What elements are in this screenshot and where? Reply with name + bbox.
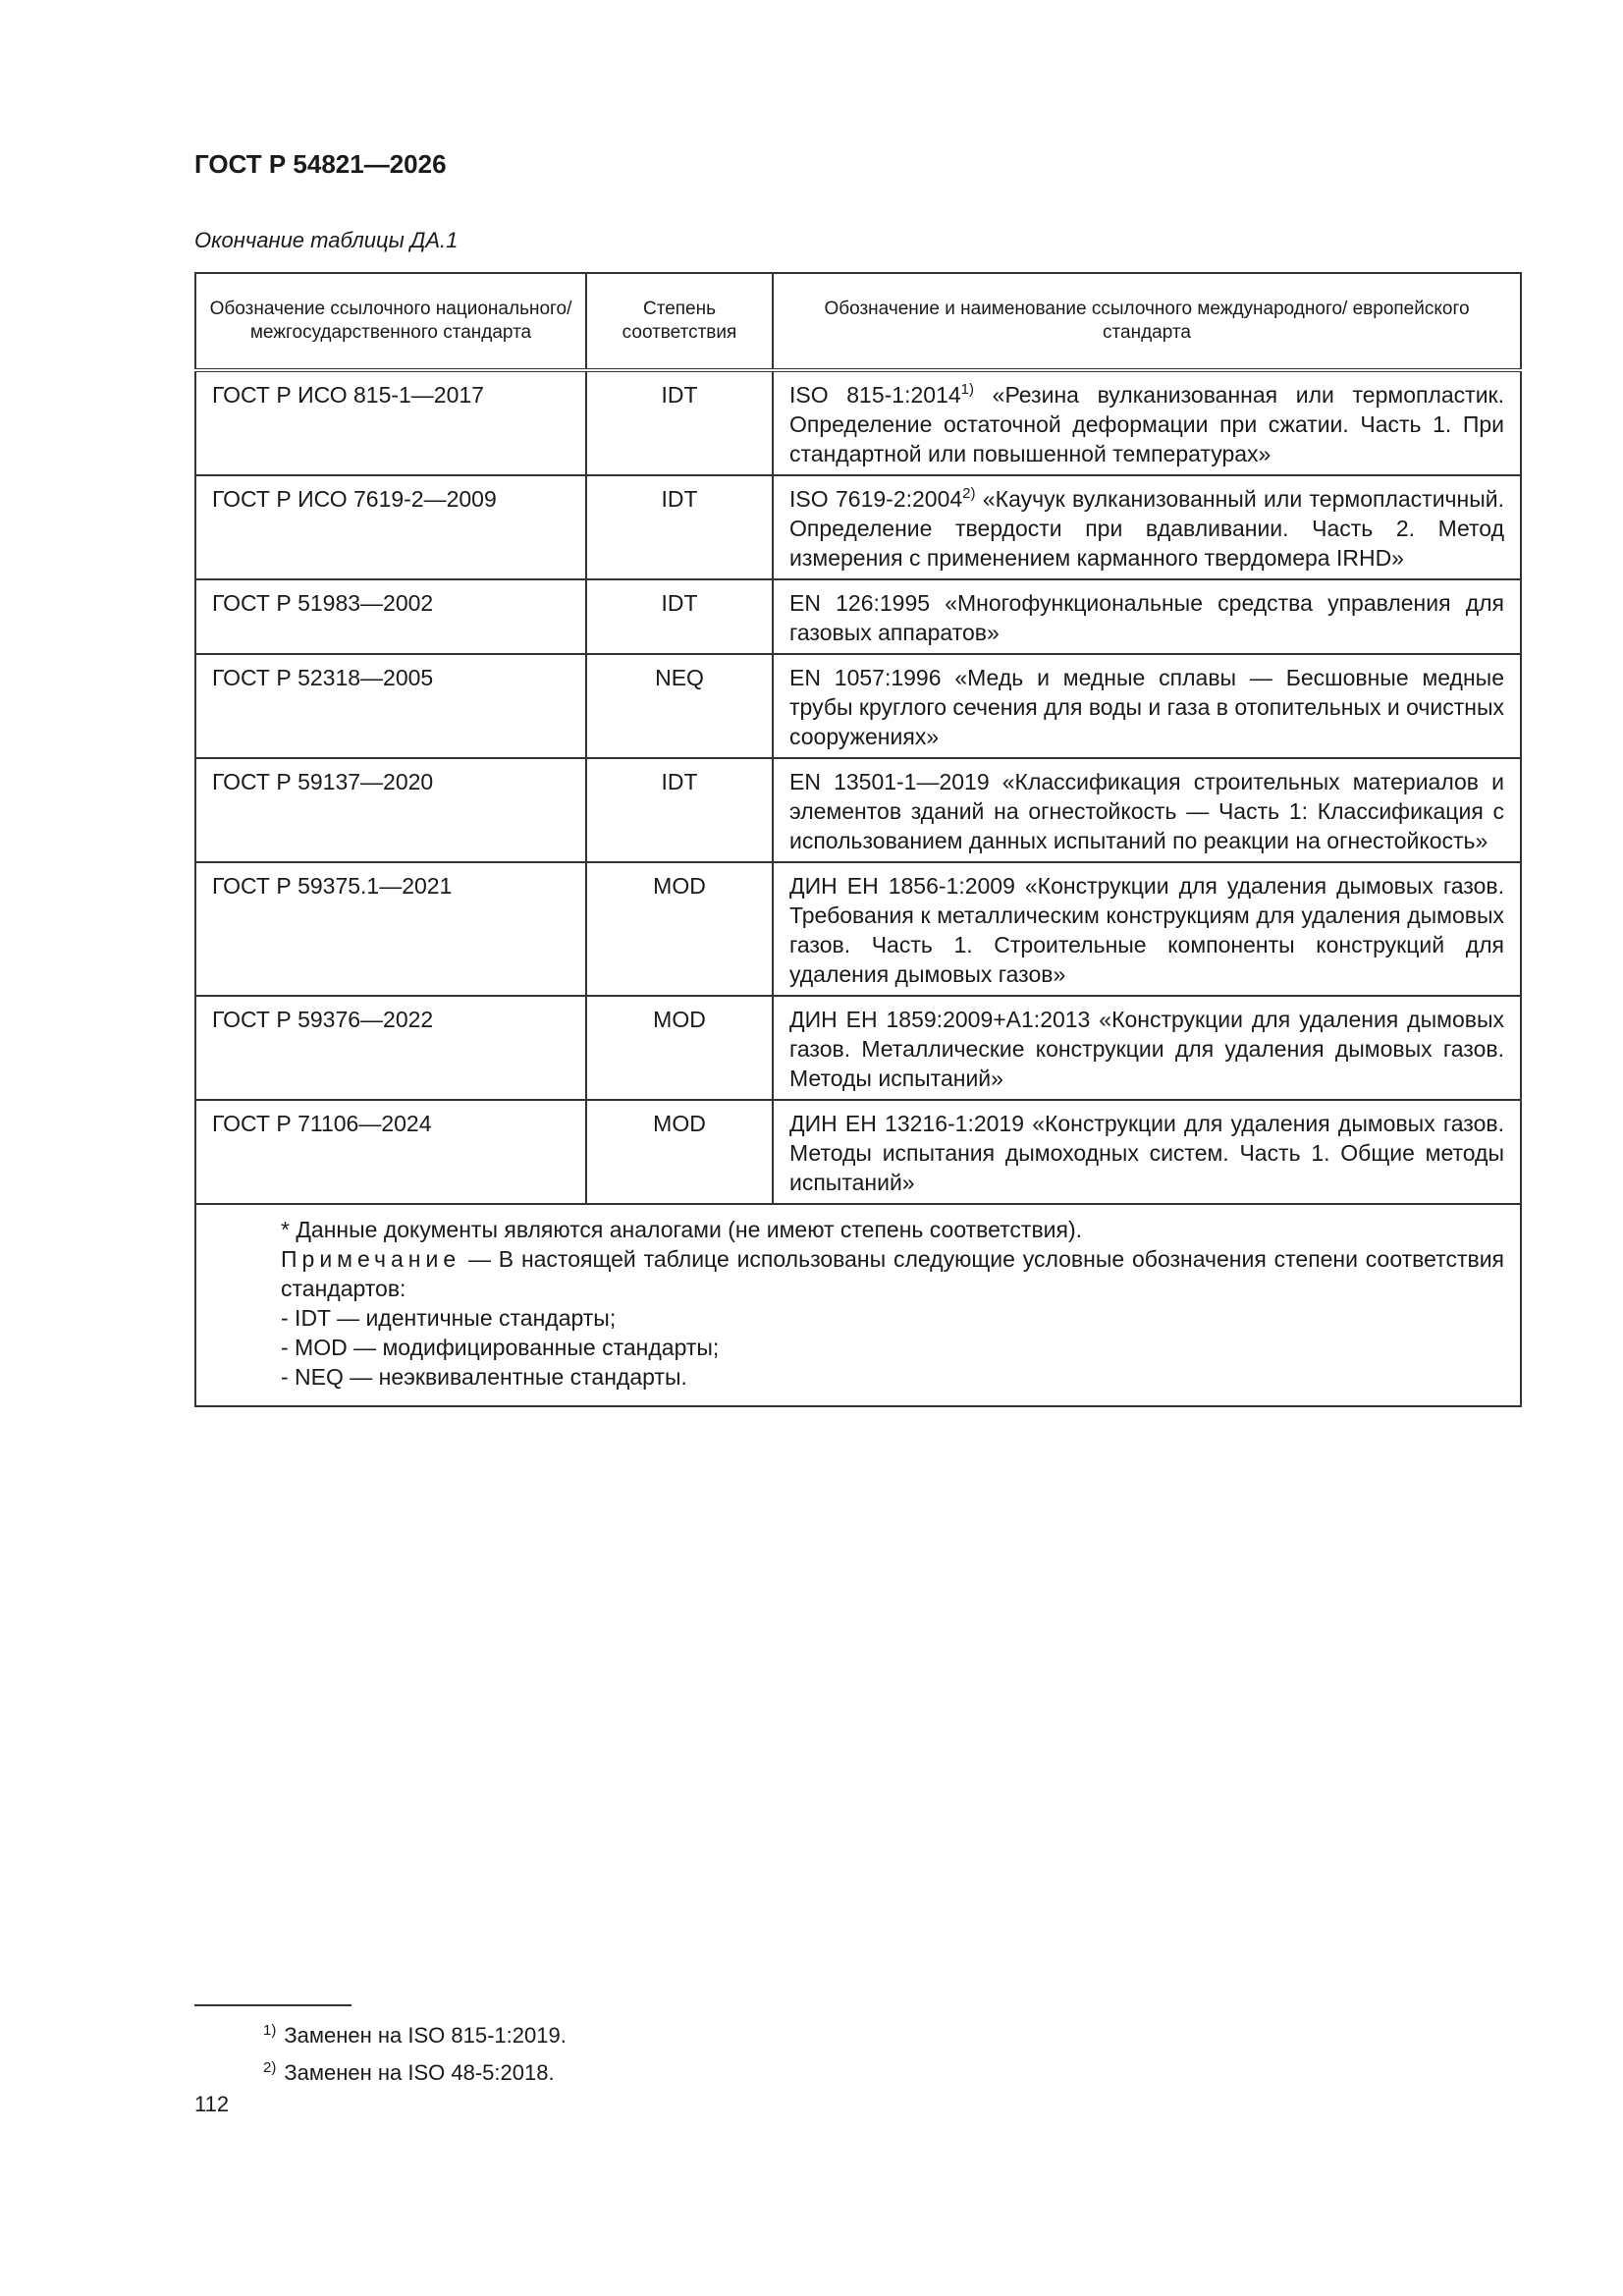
reference-text: ДИН ЕН 13216-1:2019 «Конструкции для удаления дымовых газов. Методы испытания дымоходных систем. Часть 1. Общие методы испытаний» xyxy=(789,1111,1504,1195)
reference-text: EN 1057:1996 «Медь и медные сплавы — Бесшовные медные трубы круглого сечения для воды и газа в отопительных и очистных сооружениях» xyxy=(789,665,1505,749)
reference-text: EN 126:1995 «Многофункциональные средства управления для газовых аппаратов» xyxy=(789,590,1504,645)
footnote-1-mark: 1) xyxy=(263,2022,277,2039)
reference-text: ДИН ЕН 1859:2009+А1:2013 «Конструкции для удаления дымовых газов. Металлические конструкции для удаления дымовых газов. Методы испытаний» xyxy=(789,1007,1504,1091)
international-standard-title xyxy=(773,370,1521,475)
note-text: — В настоящей таблице использованы следующие условные обозначения степени соответствия стандартов: xyxy=(281,1246,1504,1301)
note-label: Примечание xyxy=(281,1246,461,1272)
asterisk-note: * Данные документы являются аналогами (не имеют степень соответствия). xyxy=(281,1217,1083,1242)
footnote-2-text: Заменен на ISO 48-5:2018. xyxy=(284,2060,555,2085)
reference-text: EN 13501-1—2019 «Классификация строительных материалов и элементов зданий на огнестойкость — Часть 1: Классификация с использованием данных испытаний по реакции на огнестойкость» xyxy=(789,769,1504,853)
national-standard-code: ГОСТ Р ИСО 815-1—2017 xyxy=(195,370,586,475)
degree-of-correspondence: MOD xyxy=(586,996,773,1100)
international-standard-title xyxy=(773,475,1521,579)
reference-title: «Каучук вулканизованный или термопластичный. Определение твердости при вдавливании. Часть 2. Метод измерения с применением карманного твердомера IRHD» xyxy=(789,486,1504,571)
table-row xyxy=(195,654,1521,758)
note-paragraph xyxy=(212,1244,1504,1303)
international-standard-title xyxy=(773,862,1521,996)
degree-of-correspondence: IDT xyxy=(586,758,773,862)
note-item-mod: - MOD — модифицированные стандарты; xyxy=(281,1335,720,1360)
table-notes xyxy=(195,1204,1521,1406)
international-standard-title xyxy=(773,1100,1521,1204)
national-standard-code: ГОСТ Р 59375.1—2021 xyxy=(195,862,586,996)
footnote-1-text: Заменен на ISO 815-1:2019. xyxy=(284,2023,567,2048)
table-row xyxy=(195,1100,1521,1204)
column-header-degree: Степень соответствия xyxy=(586,273,773,370)
reference-text: ДИН ЕН 1856-1:2009 «Конструкции для удаления дымовых газов. Требования к металлическим конструкциям для удаления дымовых газов. Часть 1. Строительные компоненты конструкций для удаления дымовых газов» xyxy=(789,873,1504,987)
column-header-national-standard: Обозначение ссылочного национального/ межгосударственного стандарта xyxy=(195,273,586,370)
table-row xyxy=(195,475,1521,579)
table-row xyxy=(195,862,1521,996)
page-number: 112 xyxy=(194,2092,230,2116)
table-caption: Окончание таблицы ДА.1 xyxy=(194,228,459,252)
degree-of-correspondence: NEQ xyxy=(586,654,773,758)
column-header-international-standard: Обозначение и наименование ссылочного международного/ европейского стандарта xyxy=(773,273,1521,370)
reference-text: ISO 815-1:2014 xyxy=(789,382,961,408)
degree-of-correspondence: MOD xyxy=(586,862,773,996)
table-row xyxy=(195,996,1521,1100)
degree-of-correspondence: IDT xyxy=(586,579,773,654)
national-standard-code: ГОСТ Р 59137—2020 xyxy=(195,758,586,862)
footnote-reference-mark: 1) xyxy=(960,381,974,398)
degree-of-correspondence: MOD xyxy=(586,1100,773,1204)
international-standard-title xyxy=(773,654,1521,758)
note-item-neq: - NEQ — неэквивалентные стандарты. xyxy=(281,1364,687,1390)
table-notes-row xyxy=(195,1204,1521,1406)
table-row xyxy=(195,758,1521,862)
reference-text: ISO 7619-2:2004 xyxy=(789,486,963,512)
national-standard-code: ГОСТ Р 52318—2005 xyxy=(195,654,586,758)
national-standard-code: ГОСТ Р 51983—2002 xyxy=(195,579,586,654)
footnote-divider xyxy=(194,2004,352,2006)
standards-table xyxy=(194,272,1522,1407)
international-standard-title xyxy=(773,758,1521,862)
national-standard-code: ГОСТ Р ИСО 7619-2—2009 xyxy=(195,475,586,579)
note-item-idt: - IDT — идентичные стандарты; xyxy=(281,1305,617,1331)
national-standard-code: ГОСТ Р 71106—2024 xyxy=(195,1100,586,1204)
degree-of-correspondence: IDT xyxy=(586,370,773,475)
table-row xyxy=(195,370,1521,475)
footnote-2-mark: 2) xyxy=(263,2059,277,2076)
footnote-2 xyxy=(263,2059,555,2086)
document-header: ГОСТ Р 54821—2026 xyxy=(194,149,447,179)
table-header-row xyxy=(195,273,1521,370)
international-standard-title xyxy=(773,579,1521,654)
national-standard-code: ГОСТ Р 59376—2022 xyxy=(195,996,586,1100)
table-row xyxy=(195,579,1521,654)
international-standard-title xyxy=(773,996,1521,1100)
footnote-1 xyxy=(263,2022,567,2049)
footnote-reference-mark: 2) xyxy=(962,485,976,502)
degree-of-correspondence: IDT xyxy=(586,475,773,579)
reference-title: «Резина вулканизованная или термопластик. Определение остаточной деформации при сжатии. Часть 1. При стандартной или повышенной температурах» xyxy=(789,382,1504,466)
